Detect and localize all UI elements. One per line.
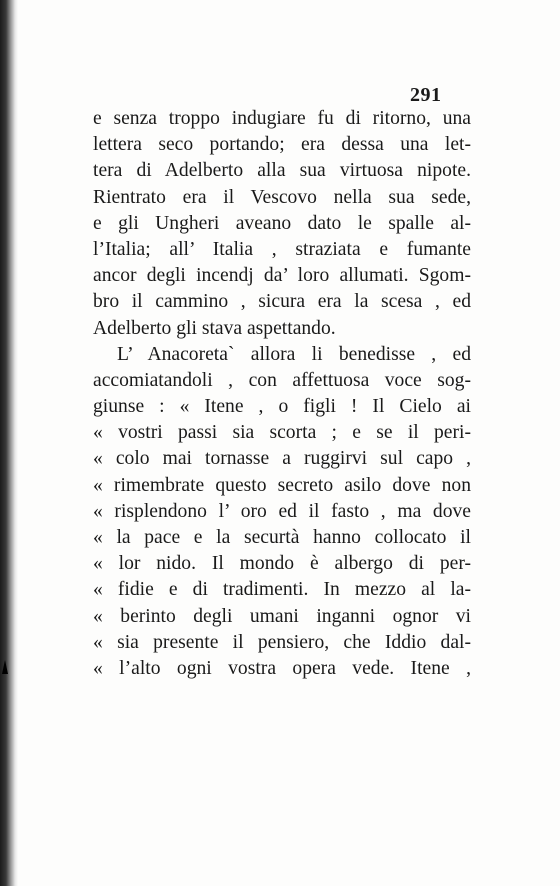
text-line: « risplendono l’ oro ed il fasto , ma dove (93, 500, 471, 522)
text-line: l’Italia; all’ Italia , straziata e fumante (93, 238, 471, 260)
text-line: « colo mai tornasse a ruggirvi sul capo , (93, 448, 471, 470)
text-line: ancor degli incendj da’ loro allumati. Sgom- (93, 265, 471, 287)
text-line: L’ Anacoreta` allora li benedisse , ed (117, 343, 471, 365)
text-line: Adelberto gli stava aspettando. (93, 317, 336, 339)
text-line: « fidie e di tradimenti. In mezzo al la- (93, 579, 471, 601)
binding-edge (0, 0, 18, 886)
text-line: « lor nido. Il mondo è albergo di per- (93, 553, 471, 575)
text-line: « vostri passi sia scorta ; e se il peri- (93, 422, 471, 444)
text-line: lettera seco portando; era dessa una let- (93, 134, 471, 156)
text-line: « la pace e la securtà hanno collocato il (93, 527, 471, 548)
text-line: accomiatandoli , con affettuosa voce sog- (93, 369, 471, 391)
text-line: tera di Adelberto alla sua virtuosa nipote. (93, 160, 471, 182)
text-line: « l’alto ogni vostra opera vede. Itene , (93, 657, 471, 679)
text-line: « rimembrate questo secreto asilo dove non (93, 474, 471, 496)
page-number: 291 (410, 84, 442, 106)
text-line: e gli Ungheri aveano dato le spalle al- (93, 212, 471, 234)
body-text (93, 106, 471, 682)
text-line: e senza troppo indugiare fu di ritorno, una (93, 108, 471, 129)
text-line: Rientrato era il Vescovo nella sua sede, (93, 186, 471, 208)
text-line: « sia presente il pensiero, che Iddio dal- (93, 631, 471, 653)
text-line: « berinto degli umani inganni ognor vi (93, 605, 471, 627)
text-line: giunse : « Itene , o figli ! Il Cielo ai (93, 396, 471, 418)
text-line: bro il cammino , sicura era la scesa , ed (93, 291, 471, 313)
